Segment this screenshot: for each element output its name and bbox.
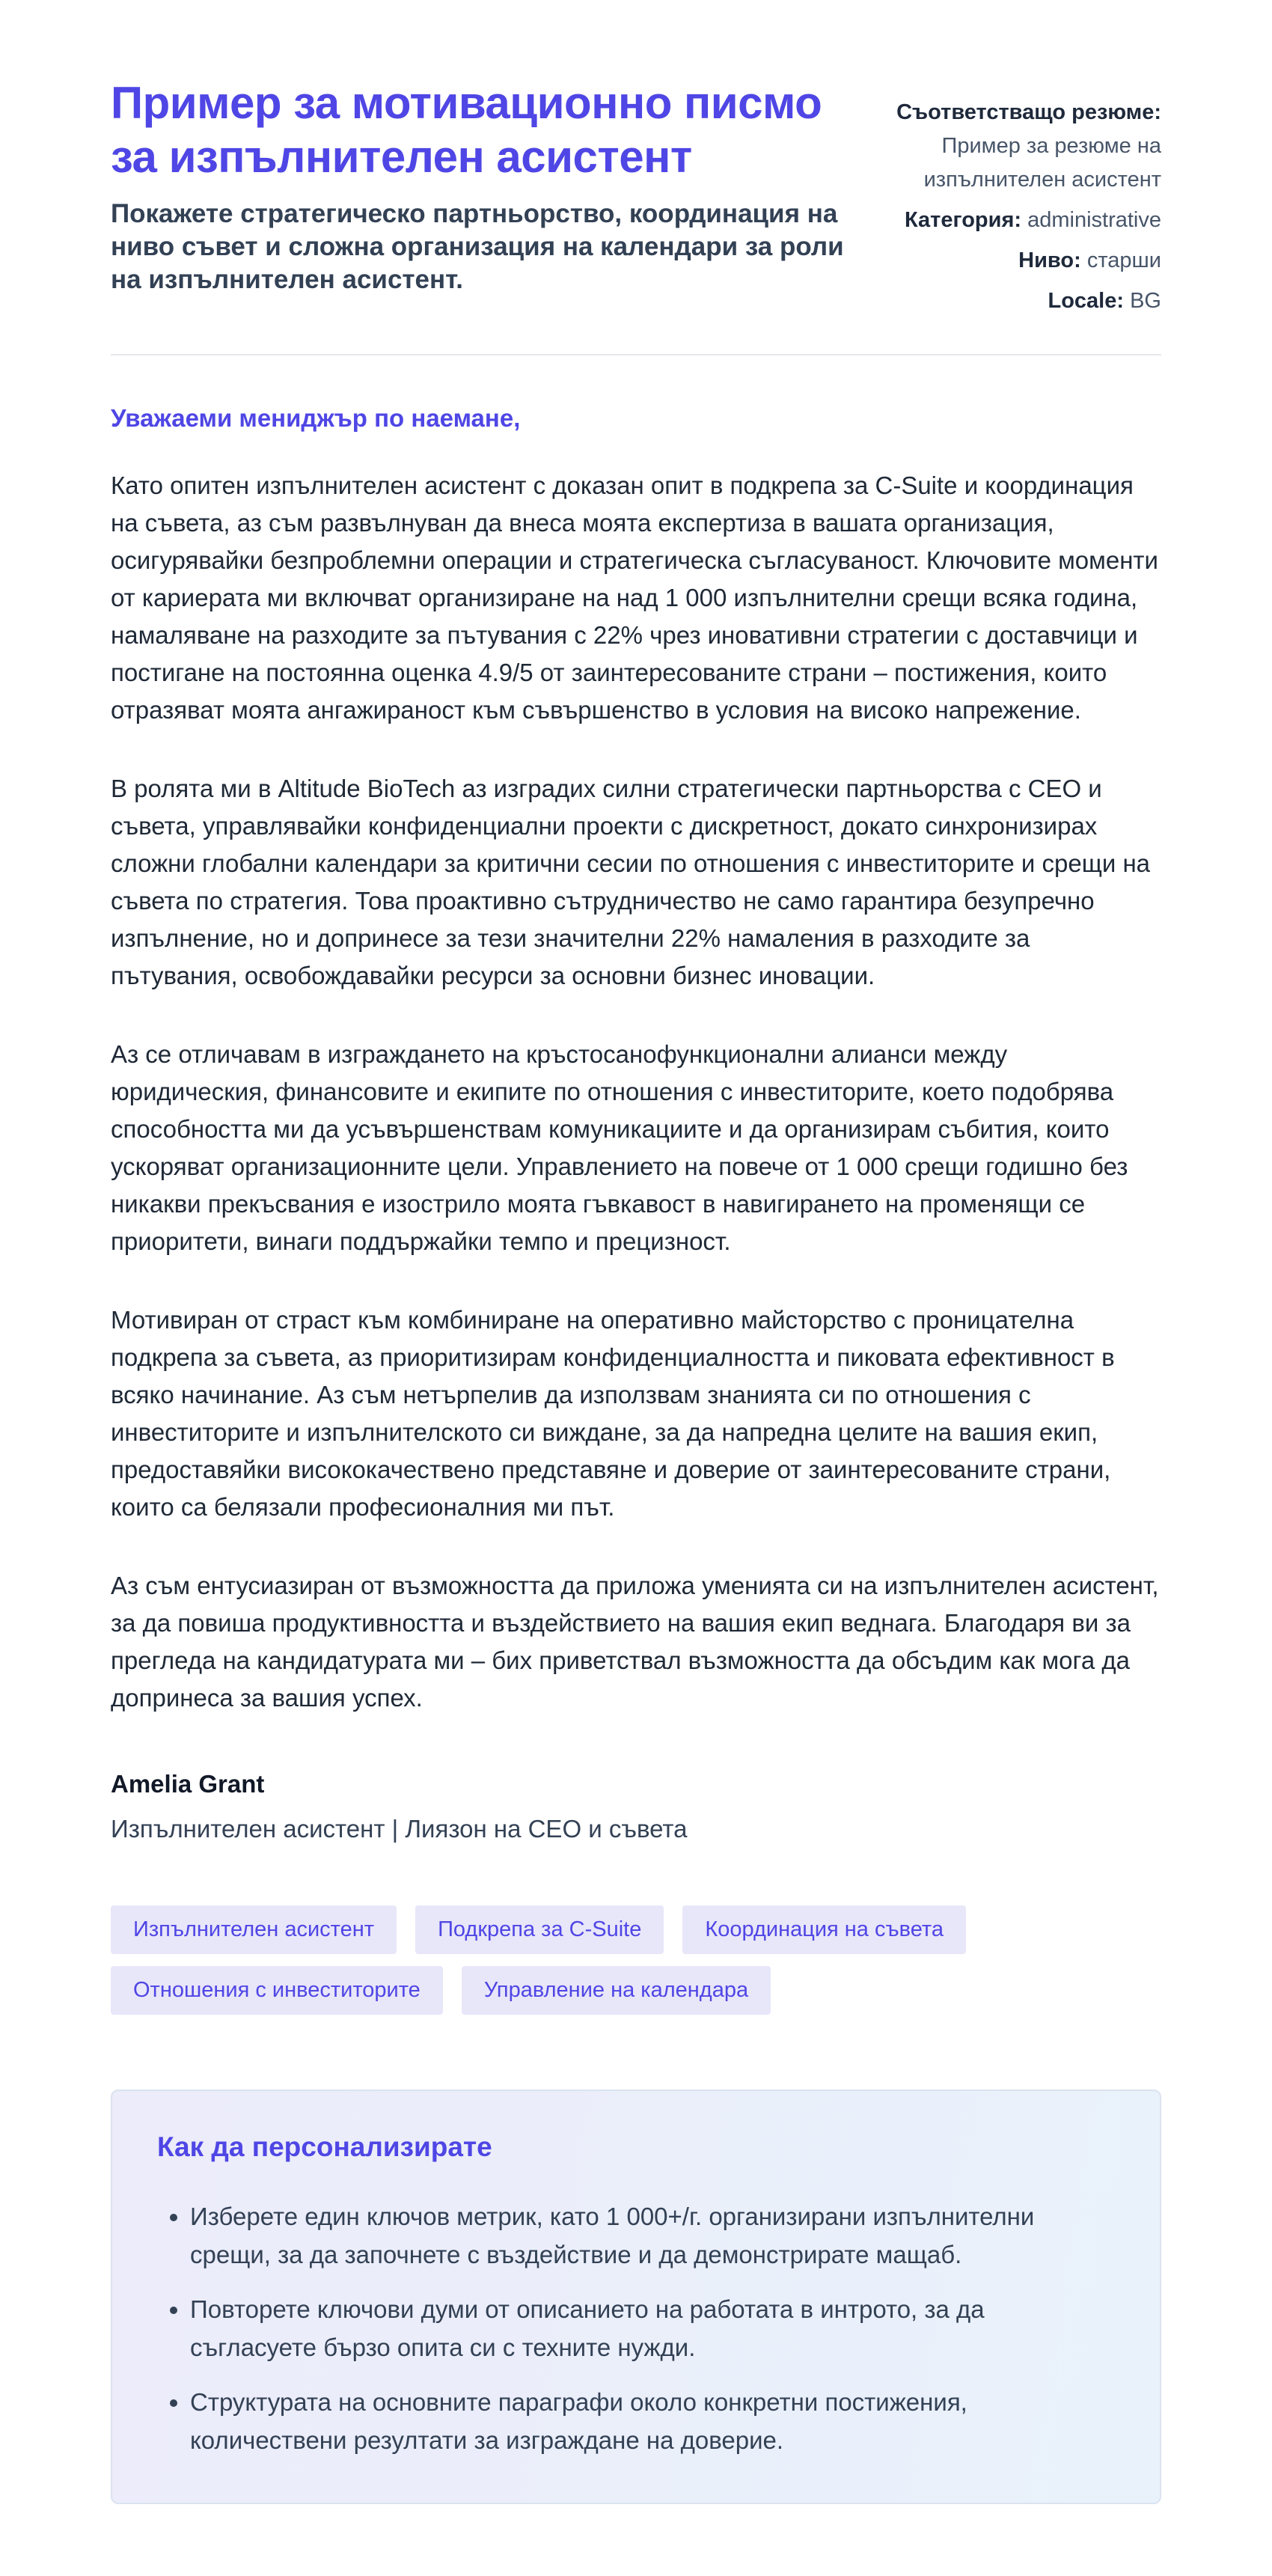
- locale-value: BG: [1130, 289, 1161, 313]
- page-title: Пример за мотивационно писмо за изпълнителен асистент: [111, 78, 822, 182]
- tip-item: • Структурата на основните параграфи около конкретни постижения, количествени резултати за изграждане на доверие.: [190, 2383, 1115, 2459]
- tips-list: [157, 2197, 1115, 2459]
- letter-paragraph: Мотивиран от страст към комбиниране на оперативно майсторство с проницателна подкрепа за съвета, аз приоритизирам конфиденциалността и пиковата ефективност в всяко начинание. Аз съм нетърпелив да използвам знанията си по отношения с инвеститорите и изпълнителското си виждане, за да напредна целите на вашия екип, предоставяйки висококачествено представяне и доверие от заинтересованите страни, които са белязали професионалния ми път.: [111, 1306, 1115, 1521]
- meta-panel: [881, 96, 1161, 318]
- locale-row: [881, 284, 1161, 318]
- signature-role: Изпълнителен асистент | Лиязон на CEO и съвета: [111, 1815, 688, 1843]
- category-row: [881, 204, 1161, 237]
- locale-label: Locale:: [1048, 289, 1125, 313]
- matching-resume-row: [881, 96, 1161, 197]
- category-label: Категория:: [904, 208, 1022, 232]
- page-subtitle: Покажете стратегическо партньорство, координация на ниво съвет и сложна организация на календари за роли на изпълнителен асистент.: [111, 199, 844, 294]
- letter-paragraph: Като опитен изпълнителен асистент с доказан опит в подкрепа за C-Suite и координация на съвета, аз съм развълнуван да внеса моята експертиза в вашата организация, осигурявайки безпроблемни операции и стратегическа съгласуваност. Ключовите моменти от кариерата ми включват организиране на над 1 000 изпълнителни срещи всяка година, намаляване на разходите за пътувания с 22% чрез иновативни стратегии с доставчици и постигане на постоянна оценка 4.9/5 от заинтересованите страни – постижения, които отразяват моята ангажираност към съвършенство в условия на високо напрежение.: [111, 471, 1158, 724]
- skill-tag: Координация на съвета: [682, 1905, 966, 1954]
- cover-letter-body: [111, 403, 1161, 1846]
- tip-item: • Повторете ключови думи от описанието на работата в интрото, за да съгласуете бързо опита си с техните нужди.: [190, 2290, 1115, 2366]
- tips-title: Как да персонализирате: [157, 2131, 492, 2162]
- matching-resume-label: Съответстващо резюме:: [896, 100, 1161, 124]
- letter-paragraph: Аз се отличавам в изграждането на кръстосанофункционални алианси между юридическия, финансовите и екипите по отношения с инвеститорите, което подобрява способността ми да усъвършенствам комуникациите и да организирам събития, които ускоряват организационните цели. Управлението на повече от 1 000 срещи годишно без никакви прекъсвания е изострило моята гъвкавост в навигирането на променящи се приоритети, винаги поддържайки темпо и прецизност.: [111, 1040, 1128, 1255]
- matching-resume-link[interactable]: Пример за резюме на изпълнителен асистент: [923, 134, 1161, 192]
- skill-tag: Подкрепа за C-Suite: [415, 1905, 664, 1954]
- signature-name: Amelia Grant: [111, 1770, 265, 1798]
- tag-list: [111, 1905, 1161, 2015]
- header-divider: [111, 354, 1161, 355]
- skill-tag: Управление на календара: [462, 1966, 771, 2015]
- tip-item: • Изберете един ключов метрик, като 1 000+/г. организирани изпълнителни срещи, за да започнете с въздействие и да демонстрирате мащаб.: [190, 2197, 1115, 2274]
- letter-paragraph: Аз съм ентусиазиран от възможността да приложа уменията си на изпълнителен асистент, за да повиша продуктивността и въздействието на вашия екип веднага. Благодаря ви за прегледа на кандидатурата ми – бих приветствал възможността да обсъдим как мога да допринеса за вашия успех.: [111, 1572, 1159, 1712]
- salutation: Уважаеми мениджър по наемане,: [111, 404, 521, 432]
- letter-paragraph: В ролята ми в Altitude BioTech аз изградих силни стратегически партньорства с CEO и съвета, управлявайки конфиденциални проекти с дискретност, докато синхронизирах сложни глобални календари за критични сесии по отношения с инвеститорите и срещи на съвета по стратегия. Това проактивно сътрудничество не само гарантира безупречно изпълнение, но и допринесе за тези значителни 22% намаления в разходите за пътувания, освобождавайки ресурси за основни бизнес иновации.: [111, 775, 1151, 989]
- header-title-block: [111, 76, 851, 296]
- category-value: administrative: [1027, 208, 1161, 232]
- header: [111, 76, 1161, 318]
- skill-tag: Изпълнителен асистент: [111, 1905, 397, 1954]
- personalization-tips-card: [111, 2090, 1161, 2504]
- skill-tag: Отношения с инвеститорите: [111, 1966, 443, 2015]
- level-label: Ниво:: [1018, 248, 1081, 272]
- level-value: старши: [1086, 248, 1161, 272]
- level-row: [881, 244, 1161, 278]
